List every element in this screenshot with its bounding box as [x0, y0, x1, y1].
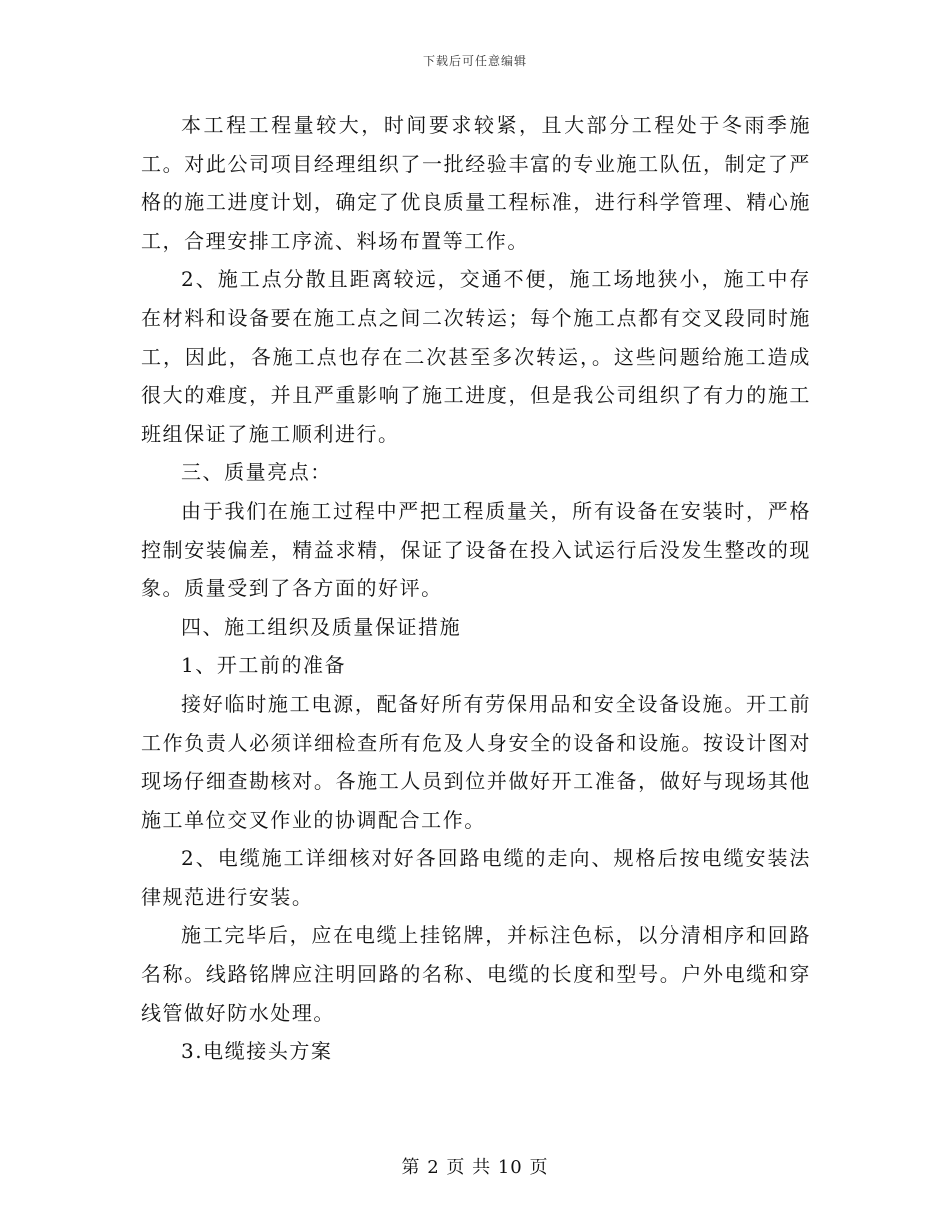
heading-construction-organization: 四、施工组织及质量保证措施 — [181, 614, 462, 639]
paragraph-site-difficulty: 2、施工点分散且距离较远，交通不便，施工场地狭小，施工中存在材料和设备要在施工点之间二次转运；每个施工点都有交叉段同时施工，因此，各施工点也存在二次甚至多次转运，。这些问题给施工造成很大的难度，并且严重影响了施工进度，但是我公司组织了有力的施工班组保证了施工顺利进行。 — [141, 267, 811, 446]
document-body — [141, 106, 811, 1071]
page-number-footer: 第 2 页 共 10 页 — [401, 1157, 549, 1178]
paragraph-schedule: 本工程工程量较大，时间要求较紧，且大部分工程处于冬雨季施工。对此公司项目经理组织了一批经验丰富的专业施工队伍，制定了严格的施工进度计划，确定了优良质量工程标准，进行科学管理、精心施工，合理安排工序流、料场布置等工作。 — [141, 113, 811, 253]
heading-preparation: 1、开工前的准备 — [181, 653, 347, 678]
paragraph-cable-labeling: 施工完毕后，应在电缆上挂铭牌，并标注色标，以分清相序和回路名称。线路铭牌应注明回路的名称、电缆的长度和型号。户外电缆和穿线管做好防水处理。 — [141, 923, 811, 1025]
heading-cable-joint-plan: 3.电缆接头方案 — [181, 1039, 333, 1064]
paragraph-quality-control: 由于我们在施工过程中严把工程质量关，所有设备在安装时，严格控制安装偏差，精益求精，保证了设备在投入试运行后没发生整改的现象。质量受到了各方面的好评。 — [141, 498, 811, 601]
paragraph-cable-construction: 2、电缆施工详细核对好各回路电缆的走向、规格后按电缆安装法律规范进行安装。 — [141, 846, 811, 909]
paragraph-preparation: 接好临时施工电源，配备好所有劳保用品和安全设备设施。开工前工作负责人必须详细检查所有危及人身安全的设备和设施。按设计图对现场仔细查勘核对。各施工人员到位并做好开工准备，做好与现场其他施工单位交叉作业的协调配合工作。 — [141, 691, 811, 832]
page-header-note: 下载后可任意编辑 — [422, 54, 527, 68]
heading-quality-highlights: 三、质量亮点： — [181, 460, 332, 485]
